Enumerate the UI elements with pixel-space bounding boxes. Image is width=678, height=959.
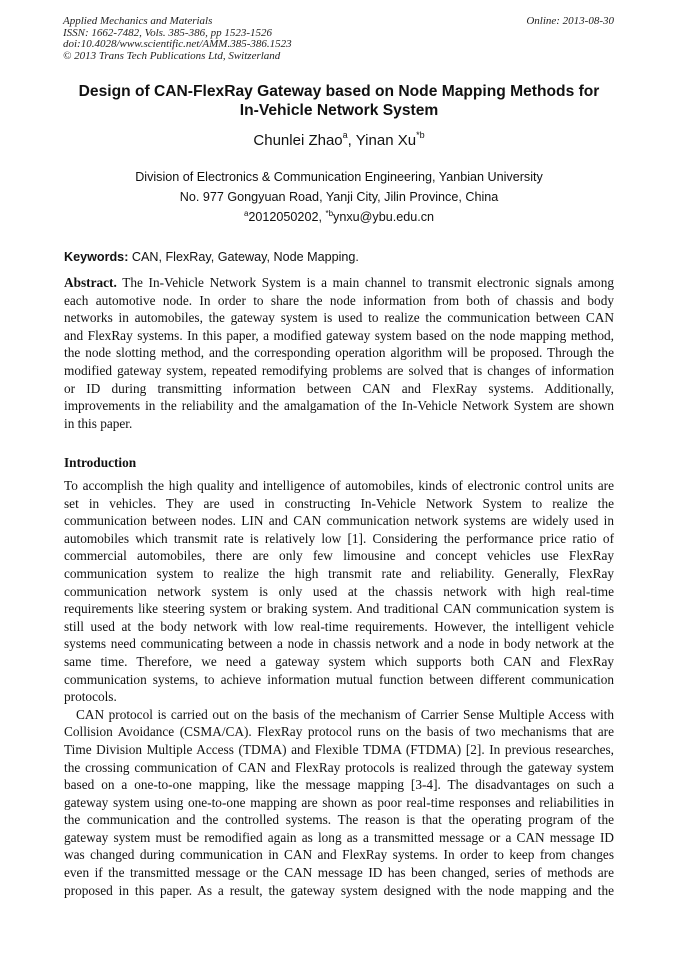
paragraph-line: communication between nodes. LIN and CAN communication network systems are widely used in bbox=[64, 513, 614, 529]
abstract-line: the node slotting method, and the corresponding operation algorithm will be proposed. Through the bbox=[64, 345, 614, 361]
abstract-line bbox=[64, 274, 614, 292]
section-heading-introduction: Introduction bbox=[64, 455, 137, 470]
affiliation bbox=[0, 167, 678, 207]
paragraph-line: set in vehicles. They are used in constructing In-Vehicle Network System to realize the bbox=[64, 495, 614, 511]
paragraph bbox=[64, 477, 614, 706]
author-mark: a bbox=[342, 130, 348, 140]
online-date: Online: 2013-08-30 bbox=[526, 15, 614, 27]
introduction-body bbox=[64, 477, 614, 899]
paragraph-line: still used at the body network with low real-time requirements. However, the intelligent vehicle bbox=[64, 618, 614, 634]
paragraph-line: was changed during communication in CAN and FlexRay systems. In order to keep from changes bbox=[64, 847, 614, 863]
journal-copyright: © 2013 Trans Tech Publications Ltd, Switzerland bbox=[63, 49, 281, 62]
paragraph-line: CAN protocol is carried out on the basis of the mechanism of Carrier Sense Multiple Access with bbox=[76, 706, 614, 722]
paragraph-line: communication systems, to achieve information mutual function between different communication bbox=[64, 671, 614, 687]
paragraph-line: automobiles which transmit rate is relatively low [1]. Considering the performance price ratio of bbox=[64, 530, 614, 546]
author-separator: , bbox=[347, 132, 356, 149]
abstract-line: or ID during transmitting information between CAN and FlexRay systems. Additionally, bbox=[64, 380, 614, 396]
abstract-label: Abstract. bbox=[64, 275, 117, 290]
title-line: Design of CAN-FlexRay Gateway based on Node Mapping Methods for bbox=[78, 83, 600, 100]
keywords-label: Keywords: bbox=[64, 250, 129, 264]
abstract bbox=[64, 274, 614, 432]
paragraph-line: requirements like steering system or braking system. And traditional CAN communication system is bbox=[64, 601, 614, 617]
paragraph-line: the crossing communication of CAN and FlexRay protocols is realized through the gateway system bbox=[64, 759, 614, 775]
paragraph-line: systems need communicating between a node in chassis network and a node in body network at the bbox=[64, 636, 614, 652]
keywords-text: CAN, FlexRay, Gateway, Node Mapping. bbox=[128, 250, 359, 264]
affiliation-line: Division of Electronics & Communication Engineering, Yanbian University bbox=[135, 170, 543, 184]
title-line: In-Vehicle Network System bbox=[239, 102, 439, 119]
email-mark: *b bbox=[325, 209, 334, 218]
abstract-line: and FlexRay systems. In this paper, a modified gateway system based on the node mapping method, bbox=[64, 327, 614, 343]
abstract-line: modified gateway system, repeated remodifying problems are solved that is changes of information bbox=[64, 362, 614, 378]
email-link[interactable]: ynxu@ybu.edu.cn bbox=[333, 210, 435, 224]
journal-issn: ISSN: 1662-7482, Vols. 385-386, pp 1523-1526 bbox=[63, 26, 272, 39]
author-name: Yinan Xu bbox=[355, 132, 417, 149]
paragraph-line: gateway system must be remodified again as long as a transmitted message or a CAN message ID bbox=[64, 829, 614, 845]
abstract-line: networks in automobiles, the gateway system is used to realize the communication between CAN bbox=[64, 310, 614, 326]
paragraph-line: protocols. bbox=[64, 689, 117, 705]
email-value: 2012050202 bbox=[248, 210, 319, 224]
email-separator: , bbox=[318, 210, 326, 224]
paragraph-line: Collision Avoidance (CSMA/CA). FlexRay protocol runs on the basis of two mechanisms that are bbox=[64, 724, 614, 740]
paragraph-line: commercial automobiles, there are only few limousine and concept vehicles use FlexRay bbox=[64, 548, 614, 564]
paragraph bbox=[64, 706, 614, 900]
abstract-line: in this paper. bbox=[64, 415, 133, 431]
paragraph-line: even if the transmitted message or the CAN message ID has been changed, series of methods are bbox=[64, 865, 614, 881]
journal-name: Applied Mechanics and Materials bbox=[63, 15, 213, 27]
paper-title bbox=[40, 82, 638, 120]
paragraph-line: based on a one-to-one mapping, like the message mapping [3-4]. The disadvantages on such a bbox=[64, 777, 614, 793]
journal-info bbox=[63, 16, 292, 62]
abstract-line: improvements in the reliability and the amalgamation of the In-Vehicle Network System are shown bbox=[64, 398, 614, 414]
author-list bbox=[0, 132, 678, 150]
affiliation-line: No. 977 Gongyuan Road, Yanji City, Jilin Province, China bbox=[179, 190, 499, 204]
paragraph-line: To accomplish the high quality and intelligence of automobiles, kinds of electronic control units are bbox=[64, 478, 614, 493]
paragraph-line: proposed in this paper. As a result, the gateway system designed with the node mapping and the bbox=[64, 882, 614, 898]
author-mark: *b bbox=[416, 130, 425, 140]
keywords bbox=[64, 249, 359, 265]
abstract-text: The In-Vehicle Network System is a main channel to transmit electronic signals among bbox=[116, 275, 614, 290]
author-name: Chunlei Zhao bbox=[253, 132, 343, 149]
paragraph-line: the communication and the controlled systems. The reason is that the operating program of the bbox=[64, 812, 614, 828]
author-emails bbox=[0, 209, 678, 225]
paragraph-line: same time. Therefore, we need a gateway system which supports both CAN and FlexRay bbox=[64, 653, 614, 669]
paragraph-line: communication system to realize the high transmit rate and reliability. Generally, FlexRay bbox=[64, 565, 614, 581]
paragraph-line: gateway system using one-to-one mapping are shown as poor real-time responses and reliabilities in bbox=[64, 794, 614, 810]
email-mark: a bbox=[243, 209, 249, 218]
paragraph-line: Time Division Multiple Access (TDMA) and Flexible TDMA (FTDMA) [2]. In previous researches, bbox=[64, 741, 614, 757]
paragraph-line: communication network system is only used at the chassis network with high real-time bbox=[64, 583, 614, 599]
abstract-line: each automotive node. In order to share the node information from both of chassis and body bbox=[64, 292, 614, 308]
journal-doi: doi:10.4028/www.scientific.net/AMM.385-386.1523 bbox=[63, 38, 292, 51]
